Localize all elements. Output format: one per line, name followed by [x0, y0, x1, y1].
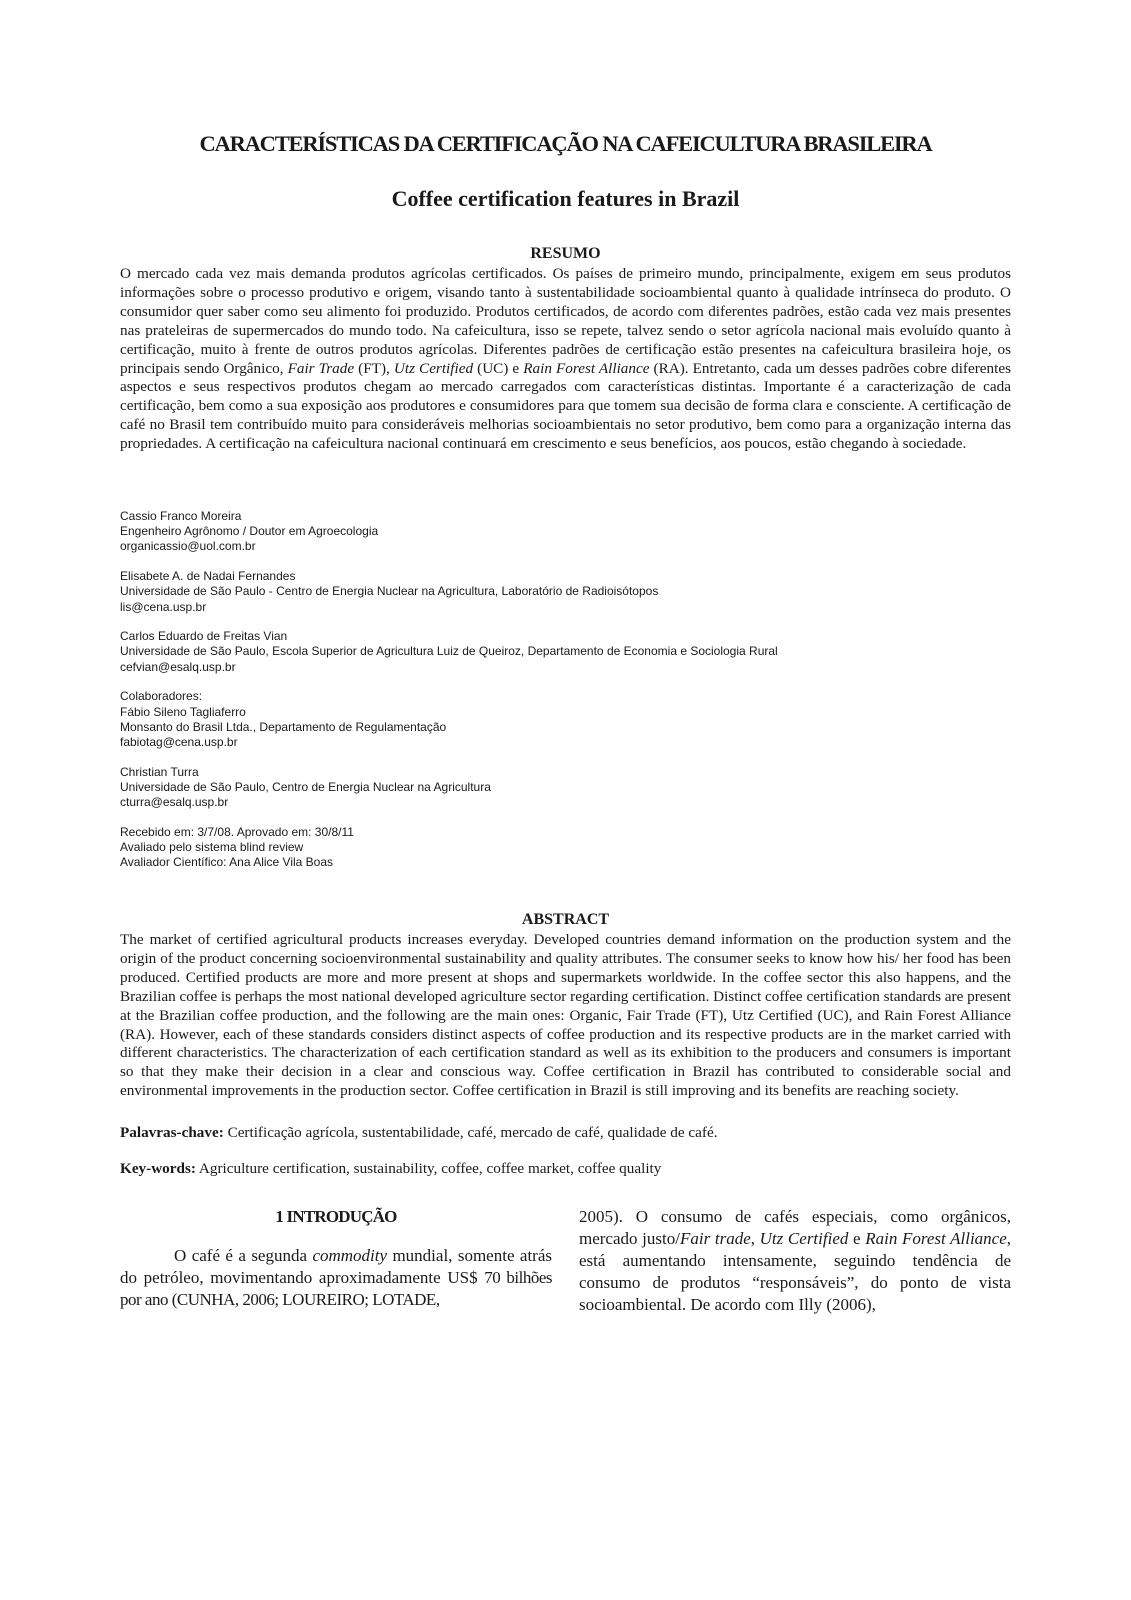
intro-column-right [579, 1206, 1011, 1316]
author-block [120, 629, 1011, 675]
keywords-en-label: Key-words: [120, 1160, 196, 1177]
resumo-heading: RESUMO [530, 245, 601, 262]
author-block [120, 509, 1011, 555]
intro-paragraph: O café é a segunda commodity mundial, somente atrás do petróleo, movimentando aproximadamente US$ 70 bilhões por ano (CUNHA, 2006; LOUREIRO; LOTADE, [120, 1246, 552, 1309]
scientific-reviewer: Avaliador Científico: Ana Alice Vila Boas [120, 855, 334, 870]
author-email: organicassio@uol.com.br [120, 539, 256, 554]
author-email: cefvian@esalq.usp.br [120, 659, 236, 674]
paper-title: CARACTERÍSTICAS DA CERTIFICAÇÃO NA CAFEICULTURA BRASILEIRA [199, 131, 932, 156]
author-name: Cassio Franco Moreira [120, 509, 242, 523]
author-affiliation: Engenheiro Agrônomo / Doutor em Agroecologia [120, 524, 379, 539]
author-name: Fábio Sileno Tagliaferro [120, 704, 246, 719]
abstract-heading: ABSTRACT [521, 911, 610, 928]
keywords-pt: Palavras-chave: Certificação agrícola, sustentabilidade, café, mercado de café, qualidade de café. [120, 1124, 718, 1141]
collaborators-label: Colaboradores: [120, 689, 203, 704]
author-block [120, 765, 1011, 811]
author-email: cturra@esalq.usp.br [120, 795, 229, 810]
author-name: Carlos Eduardo de Freitas Vian [120, 629, 288, 644]
author-name: Christian Turra [120, 764, 199, 779]
author-name: Elisabete A. de Nadai Fernandes [120, 569, 296, 584]
author-block [120, 569, 1011, 615]
author-affiliation: Universidade de São Paulo, Escola Superior de Agricultura Luiz de Queiroz, Departamento de Economia e Sociologia Rural [120, 644, 778, 659]
author-affiliation: Universidade de São Paulo - Centro de Energia Nuclear na Agricultura, Laboratório de Radioisótopos [120, 584, 659, 599]
review-system: Avaliado pelo sistema blind review [120, 839, 304, 854]
intro-paragraph-continued: 2005). O consumo de cafés especiais, como orgânicos, mercado justo/Fair trade, Utz Certified e Rain Forest Alliance, está aumentando intensamente, seguindo tendência de consumo de produtos “responsáveis”, do ponto de vista socioambiental. De acordo com Illy (2006), [579, 1207, 1012, 1314]
author-list [120, 509, 1011, 885]
resumo-text: O mercado cada vez mais demanda produtos agrícolas certificados. Os países de primeiro mundo, principalmente, exigem em seus produtos informações sobre o processo produtivo e origem, visando tanto à sustentabilidade socioambiental quanto à qualidade intrínseca do produto. O consumidor quer saber como seu alimento foi produzido. Produtos certificados, de acordo com diferentes padrões, estão cada vez mais presentes nas prateleiras de supermercados do mundo todo. Na cafeicultura, isso se repete, talvez sendo o setor agrícola nacional mais evoluído quanto à certificação, muito à frente de outros produtos agrícolas. Diferentes padrões de certificação estão presentes na cafeicultura brasileira hoje, os principais sendo Orgânico, Fair Trade (FT), Utz Certified (UC) e Rain Forest Alliance (RA). Entretanto, cada um desses padrões cobre diferentes aspectos e seus respectivos produtos chegam ao mercado carregados com características distintas. Importante é a caracterização de cada certificação, bem como a sua exposição aos produtores e consumidores para que tomem sua decisão de forma clara e consciente. A certificação de café no Brasil tem contribuído muito para consideráveis melhorias socioambientais no setor produtivo, bem como para a organização interna das propriedades. A certificação na cafeicultura nacional continuará em crescimento e seus benefícios, aos poucos, estão chegando à sociedade. [120, 265, 1011, 453]
author-email: fabiotag@cena.usp.br [120, 734, 238, 749]
received-approved-dates: Recebido em: 3/7/08. Aprovado em: 30/8/11 [120, 824, 354, 839]
keywords-pt-label: Palavras-chave: [120, 1124, 224, 1141]
author-email: lis@cena.usp.br [120, 599, 207, 614]
collaborators-block [120, 689, 1011, 750]
review-info [120, 825, 1011, 871]
abstract-text: The market of certified agricultural products increases everyday. Developed countries demand information on the production system and the origin of the product concerning socioenvironmental sustainability and quality attributes. The consumer seeks to know how his/ her food has been produced. Certified products are more and more present at shops and supermarkets worldwide. In the coffee sector this also happens, and the Brazilian coffee is perhaps the most national developed agriculture sector regarding certification. Distinct coffee certification standards are present at the Brazilian coffee production, and the following are the main ones: Organic, Fair Trade (FT), Utz Certified (UC), and Rain Forest Alliance (RA). However, each of these standards considers distinct aspects of coffee production and its respective products are in the market carried with different characteristics. The characterization of each certification standard as well as its exhibition to the producers and consumers is important so that they make their decision in a clear and conscious way. Coffee certification in Brazil has contributed to considerable social and environmental improvements in the production sector. Coffee certification in Brazil is still improving and its benefits are reaching society. [120, 931, 1011, 1100]
author-affiliation: Monsanto do Brasil Ltda., Departamento de Regulamentação [120, 719, 447, 734]
intro-heading: 1 INTRODUÇÃO [275, 1207, 397, 1226]
keywords-en: Key-words: Agriculture certification, sustainability, coffee, coffee market, coffee quality [120, 1160, 662, 1177]
author-affiliation: Universidade de São Paulo, Centro de Energia Nuclear na Agricultura [120, 779, 491, 794]
intro-column-left [120, 1206, 552, 1311]
paper-subtitle: Coffee certification features in Brazil [391, 186, 740, 211]
